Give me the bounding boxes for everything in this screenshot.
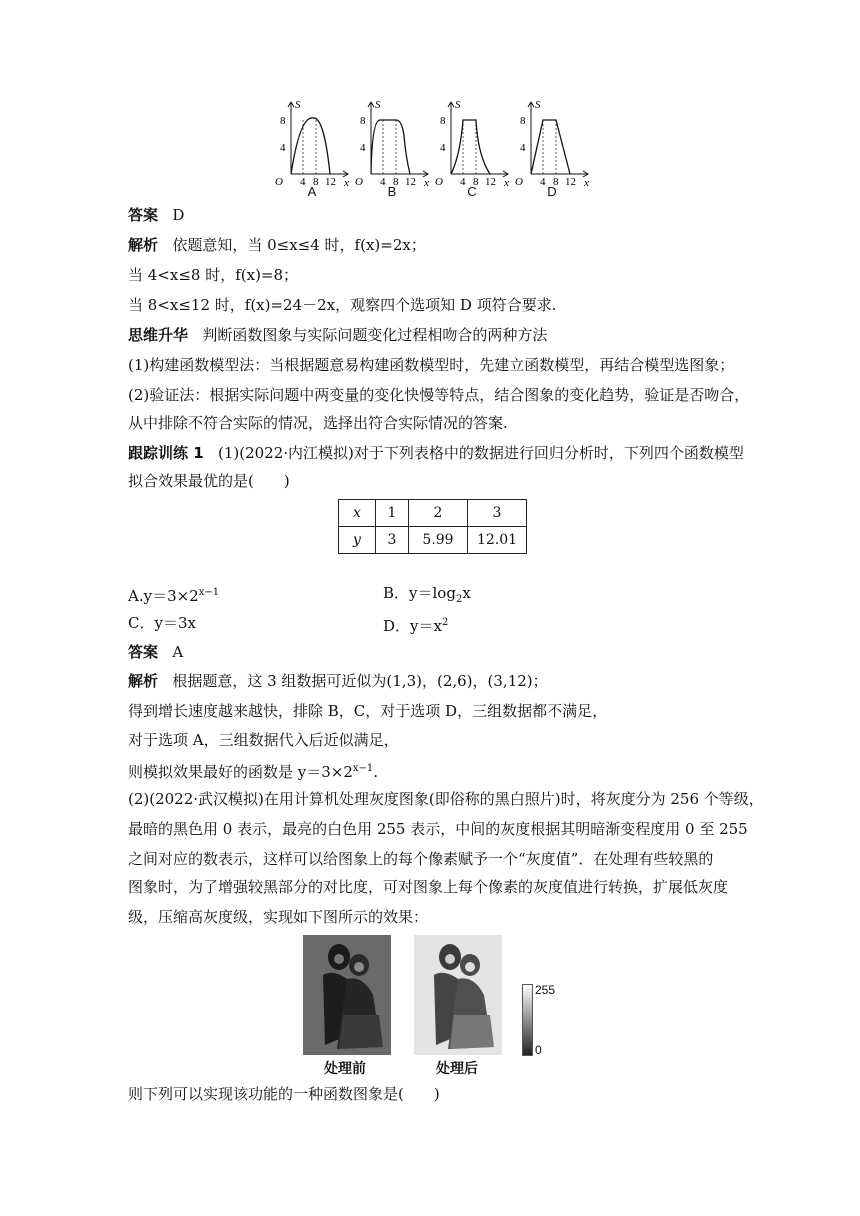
y-axis-label: S	[375, 99, 381, 111]
option-d-exp: 2	[441, 617, 449, 628]
thinking-title: 思维升华	[128, 326, 189, 344]
y-axis-label: S	[535, 99, 541, 111]
photo-before-caption: 处理前	[324, 1061, 366, 1077]
x-axis-label: x	[584, 177, 589, 189]
graph-d-curve	[531, 120, 570, 174]
photo-after-caption: 处理后	[436, 1061, 478, 1077]
graph-a	[272, 96, 352, 204]
graph-a-curve	[291, 118, 330, 174]
option-b	[383, 582, 471, 611]
training-q1-line2: 拟合效果最优的是( )	[128, 472, 290, 490]
graph-b-label: B	[387, 184, 397, 199]
analysis-label: 解析	[128, 236, 159, 254]
answer-row-2	[128, 641, 183, 663]
origin-label: O	[435, 176, 443, 188]
photo-after	[414, 935, 502, 1055]
training-heading	[128, 442, 744, 464]
answer-value: D	[172, 206, 185, 224]
analysis-row-2	[128, 670, 548, 692]
table-cell: 3	[468, 500, 527, 527]
analysis-text: 则模拟效果最好的函数是 y＝3×2	[128, 763, 353, 781]
answer-label: 答案	[128, 643, 159, 661]
table-cell: 2	[409, 500, 468, 527]
q2-line: 级，压缩高灰度级，实现如下图所示的效果：	[128, 908, 429, 926]
x-tick-label: 8	[393, 176, 399, 188]
analysis-row-1	[128, 234, 426, 256]
y-tick-label: 4	[440, 142, 446, 154]
answer-label: 答案	[128, 206, 159, 224]
table-cell: 1	[376, 500, 409, 527]
photo-before-image	[303, 935, 391, 1055]
y-tick-label: 8	[440, 115, 446, 127]
q2-line: (2)(2022·武汉模拟)在用计算机处理灰度图象(即俗称的黑白照片)时，将灰度分为 256 个等级，	[128, 790, 764, 808]
photo-before	[303, 935, 391, 1055]
graph-a-label: A	[307, 184, 317, 199]
origin-label: O	[275, 176, 283, 188]
x-tick-label: 4	[540, 176, 546, 188]
analysis-text: 根据题意，这 3 组数据可近似为(1,3)，(2,6)，(3,12)；	[172, 672, 548, 690]
y-tick-label: 8	[360, 115, 366, 127]
answer-row-1	[128, 204, 184, 226]
graph-b	[352, 96, 432, 204]
origin-label: O	[355, 176, 363, 188]
graph-b-curve	[371, 120, 410, 174]
option-a-text: A.y＝3×2	[128, 587, 199, 605]
analysis-exp: x−1	[352, 763, 374, 774]
thinking-heading	[128, 324, 547, 346]
option-c: C．y＝3x	[128, 614, 196, 632]
thinking-line: 从中排除不符合实际的情况，选择出符合实际情况的答案.	[128, 414, 508, 432]
table-cell: 5.99	[409, 527, 468, 554]
x-axis-label: x	[504, 177, 509, 189]
analysis-line: 当 4<x≤8 时，f(x)=8；	[128, 266, 299, 284]
x-tick-label: 12	[325, 176, 336, 188]
graph-d-plot	[512, 96, 592, 189]
graph-c	[432, 96, 512, 204]
analysis-line: 当 8<x≤12 时，f(x)=24－2x，观察四个选项知 D 项符合要求.	[128, 296, 557, 314]
q2-line: 最暗的黑色用 0 表示，最亮的白色用 255 表示，中间的灰度根据其明暗渐变程度用 0 至 255	[128, 820, 748, 838]
y-axis-label: S	[455, 99, 461, 111]
scale-min-label: 0	[535, 1043, 542, 1057]
x-axis-label: x	[424, 177, 429, 189]
x-tick-label: 12	[565, 176, 576, 188]
y-tick-label: 8	[280, 115, 286, 127]
x-tick-label: 4	[460, 176, 466, 188]
table-cell: x	[339, 500, 376, 527]
option-a	[128, 582, 219, 607]
x-tick-label: 4	[300, 176, 306, 188]
x-tick-label: 8	[553, 176, 559, 188]
graph-a-plot	[272, 96, 352, 189]
option-b-tail: x	[462, 584, 471, 602]
analysis-tail: .	[373, 763, 379, 781]
thinking-line: (2)验证法：根据实际问题中两变量的变化快慢等特点，结合图象的变化趋势，验证是否吻合，	[128, 386, 750, 404]
option-d	[383, 612, 448, 637]
analysis-line: 得到增长速度越来越快，排除 B，C，对于选项 D，三组数据都不满足，	[128, 702, 608, 720]
q2-line: 之间对应的数表示，这样可以给图象上的每个像素赋予一个“灰度值”．在处理有些较黑的	[128, 850, 714, 868]
option-b-text: B．y＝log	[383, 584, 456, 602]
answer-value: A	[172, 643, 184, 661]
q2-line: 图象时，为了增强较黑部分的对比度，可对图象上每个像素的灰度值进行转换，扩展低灰度	[128, 878, 729, 896]
x-tick-label: 12	[485, 176, 496, 188]
grayscale-bar	[522, 984, 533, 1056]
table-cell: 3	[376, 527, 409, 554]
data-table	[338, 499, 527, 554]
x-tick-label: 12	[405, 176, 416, 188]
photo-after-image	[414, 935, 502, 1055]
graph-c-curve	[451, 120, 490, 174]
thinking-subtitle: 判断函数图象与实际问题变化过程相吻合的两种方法	[202, 326, 548, 344]
y-tick-label: 4	[280, 142, 286, 154]
graph-c-label: C	[467, 184, 477, 199]
y-tick-label: 8	[520, 115, 526, 127]
y-axis-label: S	[295, 99, 301, 111]
analysis-line: 对于选项 A，三组数据代入后近似满足，	[128, 731, 399, 749]
option-graphs	[272, 96, 632, 204]
table-row	[339, 527, 527, 554]
graph-b-plot	[352, 96, 432, 189]
analysis-line-final	[128, 758, 378, 783]
option-b-sub: 2	[455, 594, 463, 605]
final-question: 则下列可以实现该功能的一种函数图象是( )	[128, 1085, 440, 1103]
analysis-label: 解析	[128, 672, 159, 690]
training-q1-line1: (1)(2022·内江模拟)对于下列表格中的数据进行回归分析时，下列四个函数模型	[217, 444, 744, 462]
graph-d-label: D	[547, 184, 557, 199]
thinking-line: (1)构建函数模型法：当根据题意易构建函数模型时，先建立函数模型，再结合模型选图象；	[128, 356, 735, 374]
table-row	[339, 500, 527, 527]
graph-d	[512, 96, 592, 204]
origin-label: O	[515, 176, 523, 188]
table-cell: 12.01	[468, 527, 527, 554]
x-axis-label: x	[344, 177, 349, 189]
analysis-text: 依题意知，当 0≤x≤4 时，f(x)=2x；	[172, 236, 426, 254]
x-tick-label: 4	[380, 176, 386, 188]
y-tick-label: 4	[360, 142, 366, 154]
table-cell: y	[339, 527, 376, 554]
x-tick-label: 8	[313, 176, 319, 188]
y-tick-label: 4	[520, 142, 526, 154]
scale-max-label: 255	[535, 983, 556, 997]
training-title: 跟踪训练 1	[128, 444, 204, 462]
option-d-text: D．y＝x	[383, 617, 442, 635]
graph-c-plot	[432, 96, 512, 189]
option-a-exp: x−1	[198, 587, 220, 598]
x-tick-label: 8	[473, 176, 479, 188]
